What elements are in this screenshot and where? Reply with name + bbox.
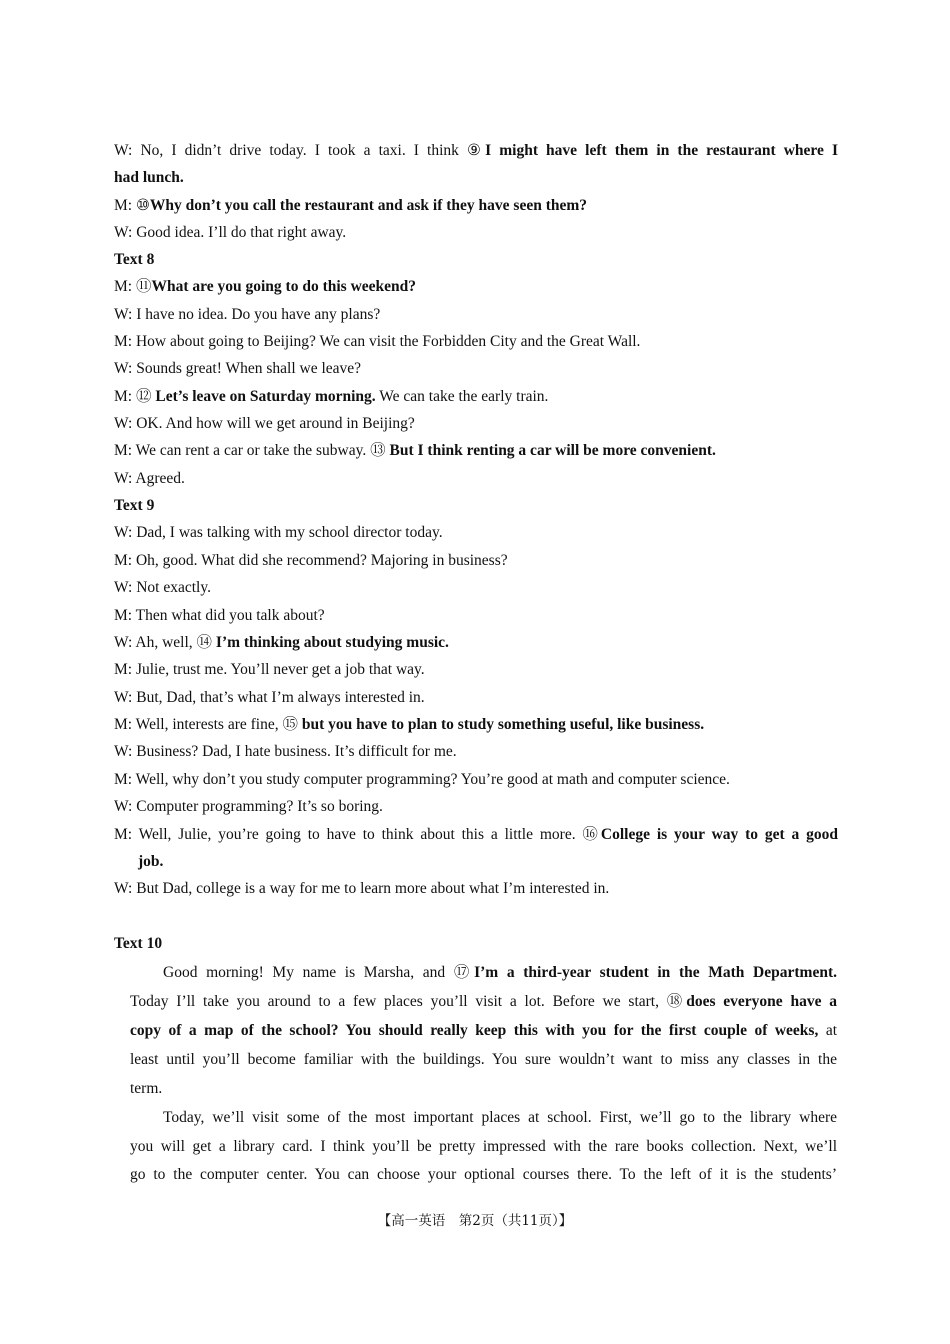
dialogue-line bbox=[114, 633, 838, 653]
section-heading: Text 9 bbox=[114, 497, 155, 514]
answer-marker: ⑯ bbox=[582, 826, 601, 843]
answer-marker: ⑪ bbox=[135, 278, 152, 295]
answer-marker: ⑬ bbox=[370, 442, 386, 459]
dialogue-line: W: Agreed. bbox=[114, 470, 185, 487]
dialogue-line: M: Julie, trust me. You’ll never get a job that way. bbox=[114, 661, 425, 678]
key-answer-text: College is your way to get a good bbox=[600, 826, 838, 843]
key-answer-text: but you have to plan to study something useful, like business. bbox=[298, 716, 705, 733]
dialogue-line: job. bbox=[138, 853, 164, 870]
paragraph-line: Today, we’ll visit some of the most important places at school. First, we’ll go to the library where bbox=[163, 1109, 837, 1126]
dialogue-line: W: Not exactly. bbox=[114, 579, 211, 596]
dialogue-line: W: But Dad, college is a way for me to learn more about what I’m interested in. bbox=[114, 880, 610, 897]
paragraph-line bbox=[163, 963, 837, 983]
dialogue-line: had lunch. bbox=[114, 169, 184, 186]
paragraph-line: you will get a library card. I think you’ll be pretty impressed with the rare books collection. Next, we’ll bbox=[130, 1138, 837, 1155]
dialogue-line bbox=[114, 387, 838, 407]
paragraph-line: go to the computer center. You can choose your optional courses there. To the left of it is the students’ bbox=[130, 1166, 837, 1183]
dialogue-line bbox=[114, 196, 838, 216]
dialogue-line: W: But, Dad, that’s what I’m always interested in. bbox=[114, 689, 425, 706]
dialogue-line bbox=[114, 715, 838, 735]
dialogue-line: M: Well, why don’t you study computer programming? You’re good at math and computer science. bbox=[114, 771, 730, 788]
answer-marker: ⑱ bbox=[666, 993, 687, 1010]
dialogue-line bbox=[114, 277, 838, 297]
paragraph-line bbox=[130, 992, 837, 1012]
passage-text: Good morning! My name is Marsha, and bbox=[163, 964, 454, 981]
dialogue-line: W: Computer programming? It’s so boring. bbox=[114, 798, 383, 815]
paragraph-line bbox=[130, 1021, 837, 1041]
speaker-text: W: No, I didn’t drive today. I took a taxi. I think bbox=[114, 142, 467, 159]
answer-marker: ⑩ bbox=[135, 197, 150, 214]
paragraph-line: term. bbox=[130, 1080, 163, 1097]
speaker-text: M: We can rent a car or take the subway. bbox=[114, 442, 371, 459]
answer-marker: ⑨ bbox=[467, 142, 486, 159]
answer-marker: ⑮ bbox=[282, 716, 299, 733]
dialogue-line: W: I have no idea. Do you have any plans? bbox=[114, 306, 381, 323]
speaker-text: M: Well, interests are fine, bbox=[114, 716, 283, 733]
dialogue-line: M: How about going to Beijing? We can visit the Forbidden City and the Great Wall. bbox=[114, 333, 641, 350]
dialogue-line bbox=[114, 441, 838, 461]
dialogue-line: M: Then what did you talk about? bbox=[114, 607, 325, 624]
key-answer-text: does everyone have a bbox=[686, 993, 837, 1010]
speaker-text: M: bbox=[114, 278, 136, 295]
key-answer-text: Why don’t you call the restaurant and ask if they have seen them? bbox=[149, 197, 588, 214]
speaker-text: M: Well, Julie, you’re going to have to think about this a little more. bbox=[114, 826, 583, 843]
speaker-text: We can take the early train. bbox=[375, 388, 549, 405]
section-heading: Text 10 bbox=[114, 935, 163, 952]
passage-text: at bbox=[818, 1022, 837, 1039]
answer-marker: ⑫ bbox=[135, 388, 152, 405]
key-answer-text: I’m a third-year student in the Math Department. bbox=[474, 964, 837, 981]
speaker-text: M: bbox=[114, 197, 136, 214]
key-answer-text: Let’s leave on Saturday morning. bbox=[151, 388, 376, 405]
dialogue-line bbox=[114, 141, 838, 161]
answer-marker: ⑭ bbox=[196, 634, 213, 651]
dialogue-line: W: OK. And how will we get around in Beijing? bbox=[114, 415, 415, 432]
dialogue-line: W: Sounds great! When shall we leave? bbox=[114, 360, 362, 377]
dialogue-line: W: Good idea. I’ll do that right away. bbox=[114, 224, 347, 241]
page-footer: 【高一英语 第2页（共11页）】 bbox=[377, 1213, 573, 1229]
key-answer-text: But I think renting a car will be more convenient. bbox=[385, 442, 716, 459]
key-answer-text: copy of a map of the school? You should really keep this with you for the first couple of weeks, bbox=[130, 1022, 819, 1039]
paragraph-line: least until you’ll become familiar with the buildings. You sure wouldn’t want to miss any classes in the bbox=[130, 1051, 837, 1068]
key-answer-text: I’m thinking about studying music. bbox=[212, 634, 449, 651]
section-heading: Text 8 bbox=[114, 251, 155, 268]
dialogue-line bbox=[114, 825, 838, 845]
key-answer-text: What are you going to do this weekend? bbox=[151, 278, 417, 295]
answer-marker: ⑰ bbox=[453, 964, 475, 981]
passage-text: Today I’ll take you around to a few places you’ll visit a lot. Before we start, bbox=[130, 993, 667, 1010]
dialogue-line: M: Oh, good. What did she recommend? Majoring in business? bbox=[114, 552, 508, 569]
dialogue-line: W: Dad, I was talking with my school director today. bbox=[114, 524, 443, 541]
speaker-text: W: Ah, well, bbox=[114, 634, 197, 651]
key-answer-text: I might have left them in the restaurant where I bbox=[485, 142, 838, 159]
dialogue-line: W: Business? Dad, I hate business. It’s difficult for me. bbox=[114, 743, 457, 760]
speaker-text: M: bbox=[114, 388, 136, 405]
